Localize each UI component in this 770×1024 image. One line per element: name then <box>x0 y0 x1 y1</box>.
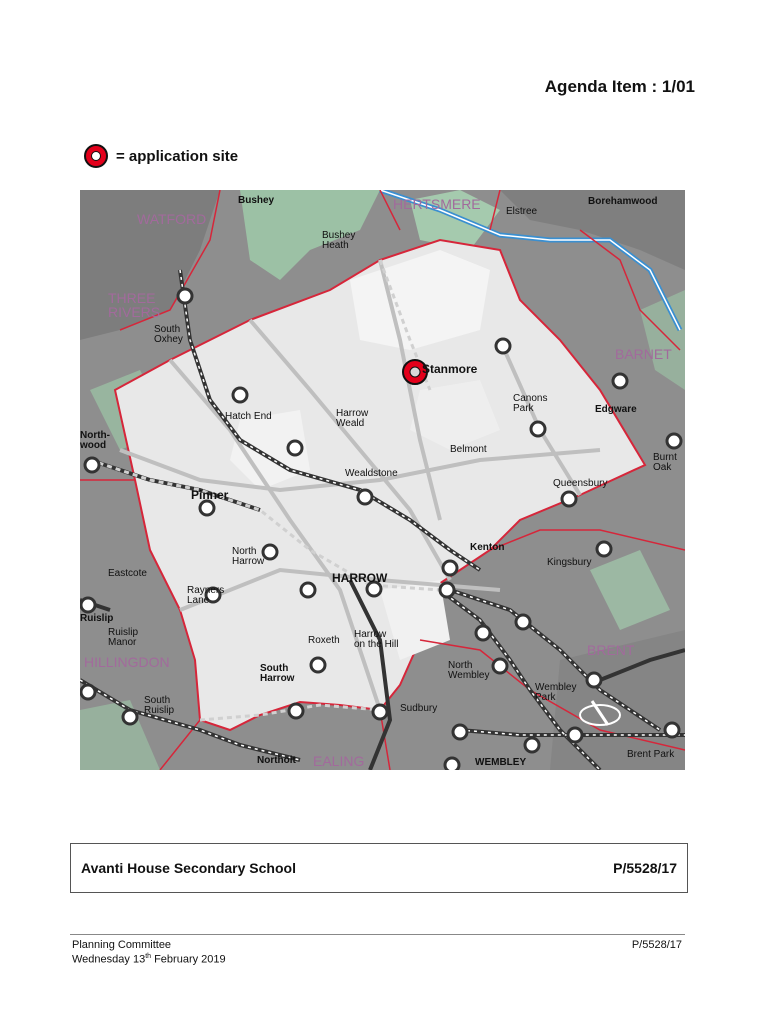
map-label-kingsbury: Kingsbury <box>547 557 592 568</box>
footer-committee: Planning Committee <box>72 939 172 951</box>
map-label-eastcote: Eastcote <box>108 568 147 579</box>
map-label-bushey: Bushey <box>238 195 275 206</box>
map-label-stanmore: Stanmore <box>422 362 478 376</box>
map-label-barnet: BARNET <box>615 346 672 362</box>
map-label-northwood: North-wood <box>80 430 110 451</box>
map-label-north-wembley: North Wembley <box>448 660 490 681</box>
footer-divider <box>70 934 685 935</box>
footer-reference: P/5528/17 <box>631 939 682 951</box>
map-label-ruislip-manor: Ruislip Manor <box>108 627 139 648</box>
legend-text: = application site <box>116 147 239 165</box>
location-map <box>80 190 685 770</box>
map-label-hillingdon: HILLINGDON <box>84 654 170 670</box>
footer-meeting-info <box>72 939 226 966</box>
map-label-ealing: EALING <box>313 753 365 769</box>
map-label-belmont: Belmont <box>450 444 487 455</box>
map-label-brent-park: Brent Park <box>627 749 675 760</box>
map-label-queensbury: Queensbury <box>553 478 608 489</box>
map-label-wealdstone: Wealdstone <box>345 468 398 479</box>
map-label-harrow: HARROW <box>332 571 388 585</box>
agenda-item-heading: Agenda Item : 1/01 <box>544 77 695 96</box>
map-label-ruislip: Ruislip <box>80 613 114 624</box>
map-legend <box>84 142 238 170</box>
map-label-canons-park: Canons Park <box>513 393 548 414</box>
footer-date: Wednesday 13th February 2019 <box>72 953 226 966</box>
map-label-burnt-oak: Burnt Oak <box>653 452 677 473</box>
map-label-north-harrow: North Harrow <box>232 546 265 567</box>
map-label-watford: WATFORD <box>137 211 207 227</box>
map-label-wembley-park: Wembley Park <box>535 682 577 703</box>
application-site-marker-icon <box>84 144 108 168</box>
map-label-hatch-end: Hatch End <box>225 411 272 422</box>
map-label-hertsmere: HERTSMERE <box>393 196 481 212</box>
map-label-rayners-lane: Rayners Lane <box>187 585 225 606</box>
map-label-south-harrow: South Harrow <box>260 663 295 684</box>
map-label-wembley: WEMBLEY <box>475 757 527 768</box>
application-reference: P/5528/17 <box>613 860 677 876</box>
map-label-northolt: Northolt <box>257 755 296 766</box>
map-label-borehamwood: Borehamwood <box>588 196 658 207</box>
map-label-harrow-weald: Harrow Weald <box>336 408 369 429</box>
map-label-brent: BRENT <box>587 642 635 658</box>
site-name: Avanti House Secondary School <box>81 860 296 876</box>
map-label-sudbury: Sudbury <box>400 703 438 714</box>
application-title-box <box>70 843 688 893</box>
map-label-harrow-on-the-hill: Harrow on the Hill <box>354 629 399 650</box>
map-label-pinner: Pinner <box>191 488 229 502</box>
map-label-edgware: Edgware <box>595 404 637 415</box>
map-label-kenton: Kenton <box>470 542 505 553</box>
map-label-south-oxhey: South Oxhey <box>154 324 183 345</box>
map-label-roxeth: Roxeth <box>308 635 340 646</box>
map-label-three-rivers: THREE RIVERS <box>108 290 161 320</box>
map-label-south-ruislip: South Ruislip <box>144 695 175 716</box>
map-label-bushey-heath: Bushey Heath <box>322 230 356 251</box>
map-label-elstree: Elstree <box>506 206 538 217</box>
